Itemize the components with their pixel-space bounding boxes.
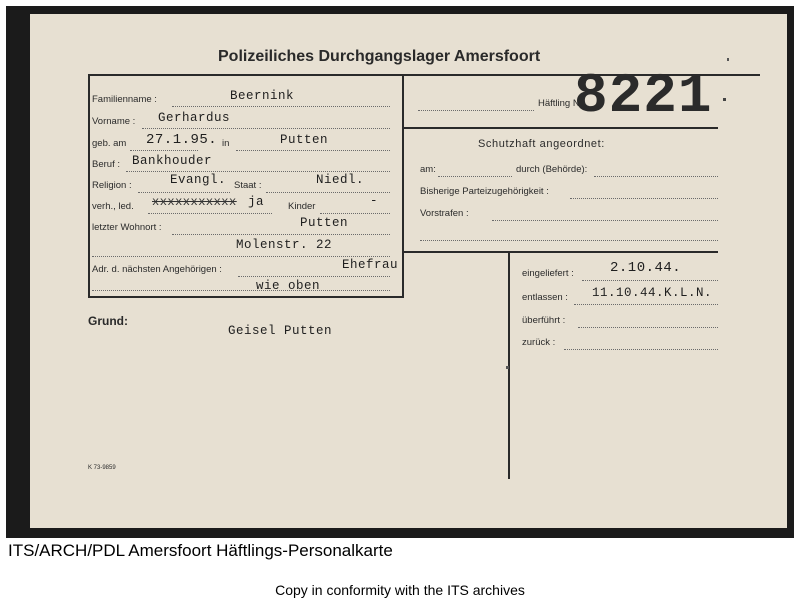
- schutzhaft-durch-dots: [594, 176, 718, 177]
- beruf-label: Beruf :: [92, 159, 120, 170]
- familienname-dots: [172, 106, 390, 107]
- familienname-value: Beernink: [230, 89, 295, 103]
- entlassen-label: entlassen :: [522, 292, 568, 303]
- schutzhaft-am-label: am:: [420, 164, 436, 175]
- speck-2: [723, 98, 726, 101]
- adresse-dots: [92, 256, 390, 257]
- angehoerige-dots-2: [92, 290, 390, 291]
- kinder-label: Kinder: [288, 201, 316, 212]
- verh-dots: [148, 213, 272, 214]
- beruf-dots: [126, 171, 390, 172]
- angehoerige-label: Adr. d. nächsten Angehörigen :: [92, 264, 222, 275]
- partei-dots: [570, 198, 718, 199]
- schutzhaft-durch-label: durch (Behörde):: [516, 164, 588, 175]
- left-box-vertical: [402, 74, 404, 296]
- haeftling-dots: [418, 110, 534, 111]
- eingeliefert-value: 2.10.44.: [610, 260, 682, 276]
- archive-footer: Copy in conformity with the ITS archives: [275, 582, 525, 598]
- vorname-value: Gerhardus: [158, 111, 231, 125]
- religion-dots: [138, 192, 230, 193]
- form-code: K 73-9859: [88, 465, 116, 471]
- religion-label: Religion :: [92, 180, 132, 191]
- geb-am-dots: [130, 150, 198, 151]
- schutzhaft-am-dots: [438, 176, 512, 177]
- wohnort-label: letzter Wohnort :: [92, 222, 162, 233]
- grund-value: Geisel Putten: [228, 324, 333, 338]
- verh-value: ja: [248, 195, 265, 209]
- staat-value: Niedl.: [316, 173, 365, 187]
- zurueck-label: zurück :: [522, 337, 556, 348]
- geb-in-value: Putten: [280, 133, 329, 147]
- haeftling-number: 8221: [574, 64, 713, 128]
- angehoerige-value: Ehefrau: [342, 258, 399, 272]
- verh-label: verh., led.: [92, 201, 134, 212]
- angehoerige-value-2: wie oben: [256, 279, 321, 293]
- speck-3: [506, 366, 509, 369]
- eingeliefert-dots: [582, 280, 718, 281]
- haeftling-label: Häftling Nr.: [538, 98, 585, 109]
- eingeliefert-label: eingeliefert :: [522, 268, 574, 279]
- archive-caption: ITS/ARCH/PDL Amersfoort Häftlings-Personalkarte: [8, 541, 393, 560]
- geb-am-value: 27.1.95.: [146, 132, 218, 148]
- kinder-dots: [320, 213, 390, 214]
- verh-struck-text: xxxxxxxxxxx: [152, 195, 237, 209]
- angehoerige-dots: [238, 276, 390, 277]
- entlassen-value: 11.10.44.K.L.N.: [592, 286, 713, 300]
- geb-in-label: in: [222, 138, 230, 149]
- speck-1: [727, 58, 729, 61]
- grund-label: Grund:: [88, 314, 128, 328]
- adresse-value: Molenstr. 22: [236, 238, 333, 252]
- schutzhaft-heading: Schutzhaft angeordnet:: [478, 138, 605, 150]
- wohnort-value: Putten: [300, 216, 349, 230]
- status-box-vertical: [508, 251, 510, 479]
- entlassen-dots: [574, 304, 718, 305]
- partei-label: Bisherige Parteizugehörigkeit :: [420, 186, 549, 197]
- kinder-value: -: [370, 194, 379, 208]
- left-box-left: [88, 74, 90, 296]
- ueberfuehrt-label: überführt :: [522, 315, 566, 326]
- vorstrafen-label: Vorstrafen :: [420, 208, 469, 219]
- beruf-value: Bankhouder: [132, 154, 213, 168]
- geb-am-label: geb. am: [92, 138, 127, 149]
- vorname-label: Vorname :: [92, 116, 136, 127]
- wohnort-dots: [172, 234, 390, 235]
- vorstrafen-dots: [492, 220, 718, 221]
- vorname-dots: [142, 128, 390, 129]
- left-box-bottom: [88, 296, 404, 298]
- staat-label: Staat :: [234, 180, 262, 191]
- schutzhaft-bottom: [402, 251, 718, 253]
- geb-in-dots: [236, 150, 390, 151]
- ueberfuehrt-dots: [578, 327, 718, 328]
- staat-dots: [266, 192, 390, 193]
- card-title: Polizeiliches Durchgangslager Amersfoort: [218, 48, 541, 65]
- prisoner-card: [30, 14, 787, 528]
- zurueck-dots: [564, 349, 718, 350]
- familienname-label: Familienname :: [92, 94, 157, 105]
- religion-value: Evangl.: [170, 173, 227, 187]
- vorstrafen-dots-2: [420, 240, 718, 241]
